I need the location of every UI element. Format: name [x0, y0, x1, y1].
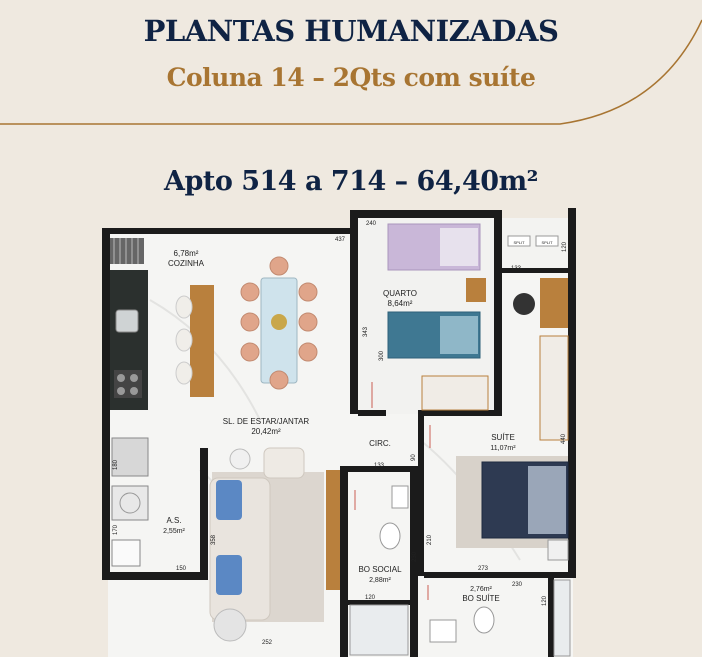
- split-grille-icon: [110, 238, 144, 264]
- cooktop-icon: [114, 370, 142, 398]
- dimension-label: 133: [374, 463, 385, 469]
- office-chair-icon: [513, 293, 535, 315]
- split-label: SPLIT: [541, 240, 553, 245]
- dimension-label: 120: [542, 595, 548, 606]
- nightstand-icon: [548, 540, 568, 560]
- dimension-label: 210: [427, 534, 433, 545]
- stool-icon: [176, 296, 192, 318]
- sink-icon: [392, 486, 408, 508]
- sala-name: SL. DE ESTAR/JANTAR: [222, 417, 310, 426]
- dimension-label: 180: [113, 459, 119, 470]
- cushion-icon: [216, 555, 242, 595]
- dimension-label: 273: [478, 566, 489, 572]
- toilet-icon: [474, 607, 494, 633]
- dimension-label: 240: [366, 221, 377, 227]
- sink-icon: [116, 310, 138, 332]
- dimension-label: 437: [335, 237, 346, 243]
- apartment-title: Apto 514 a 714 – 64,40m²: [164, 166, 538, 197]
- shower-icon: [350, 605, 408, 655]
- dimension-label: 358: [211, 534, 217, 545]
- as-name: A.S.: [166, 516, 182, 525]
- sala-area: 20,42m²: [251, 427, 281, 436]
- dimension-label: 120: [562, 241, 568, 252]
- toilet-icon: [380, 523, 400, 549]
- kitchen-island: [190, 285, 214, 397]
- dimension-label: 440: [561, 433, 567, 444]
- dimension-label: 252: [262, 640, 273, 646]
- pillow-icon: [528, 466, 566, 534]
- bo-social-area: 2,88m²: [369, 577, 391, 584]
- laundry-sink-icon: [112, 540, 140, 566]
- dimension-label: 300: [379, 350, 385, 361]
- pillow-icon: [440, 228, 478, 266]
- suite-name: SUÍTE: [491, 433, 515, 442]
- bo-suite-area: 2,76m²: [470, 586, 492, 593]
- cozinha-name: COZINHA: [168, 259, 204, 268]
- dimension-label: 230: [412, 551, 418, 562]
- dimension-label: 90: [411, 454, 417, 461]
- page-title: PLANTAS HUMANIZADAS: [143, 14, 559, 48]
- nightstand-icon: [466, 278, 486, 302]
- dimension-label: 343: [363, 326, 369, 337]
- sink-icon: [430, 620, 456, 642]
- centerpiece-icon: [271, 314, 287, 330]
- dimension-label: 170: [113, 524, 119, 535]
- dimension-label: 120: [365, 595, 376, 601]
- page-subtitle: Coluna 14 – 2Qts com suíte: [166, 63, 536, 92]
- stool-icon: [176, 329, 192, 351]
- tv-rack: [326, 470, 340, 590]
- split-label: SPLIT: [513, 240, 525, 245]
- header-curve-line: [0, 20, 702, 124]
- wardrobe-icon: [422, 376, 488, 410]
- circ-name: CIRC.: [369, 439, 391, 448]
- quarto-name: QUARTO: [383, 289, 417, 298]
- desk-icon: [540, 278, 568, 328]
- bo-social-name: BO SOCIAL: [358, 565, 402, 574]
- dimension-label: 150: [176, 566, 187, 572]
- stool-icon: [176, 362, 192, 384]
- dimension-label: 230: [512, 582, 523, 588]
- wardrobe-icon: [540, 336, 568, 440]
- suite-area: 11,07m²: [490, 445, 516, 452]
- bo-suite-name: BO SUÍTE: [462, 594, 500, 603]
- pillow-icon: [440, 316, 478, 354]
- dimension-label: 133: [511, 266, 522, 272]
- cushion-icon: [216, 480, 242, 520]
- shower-icon: [554, 580, 570, 656]
- as-area: 2,55m²: [163, 528, 185, 535]
- cozinha-area: 6,78m²: [173, 249, 199, 258]
- armchair-icon: [264, 448, 304, 478]
- side-table-icon: [230, 449, 250, 469]
- dining-table: [261, 278, 297, 383]
- washer-icon: [112, 486, 148, 520]
- quarto-area: 8,64m²: [387, 299, 413, 308]
- coffee-table-icon: [214, 609, 246, 641]
